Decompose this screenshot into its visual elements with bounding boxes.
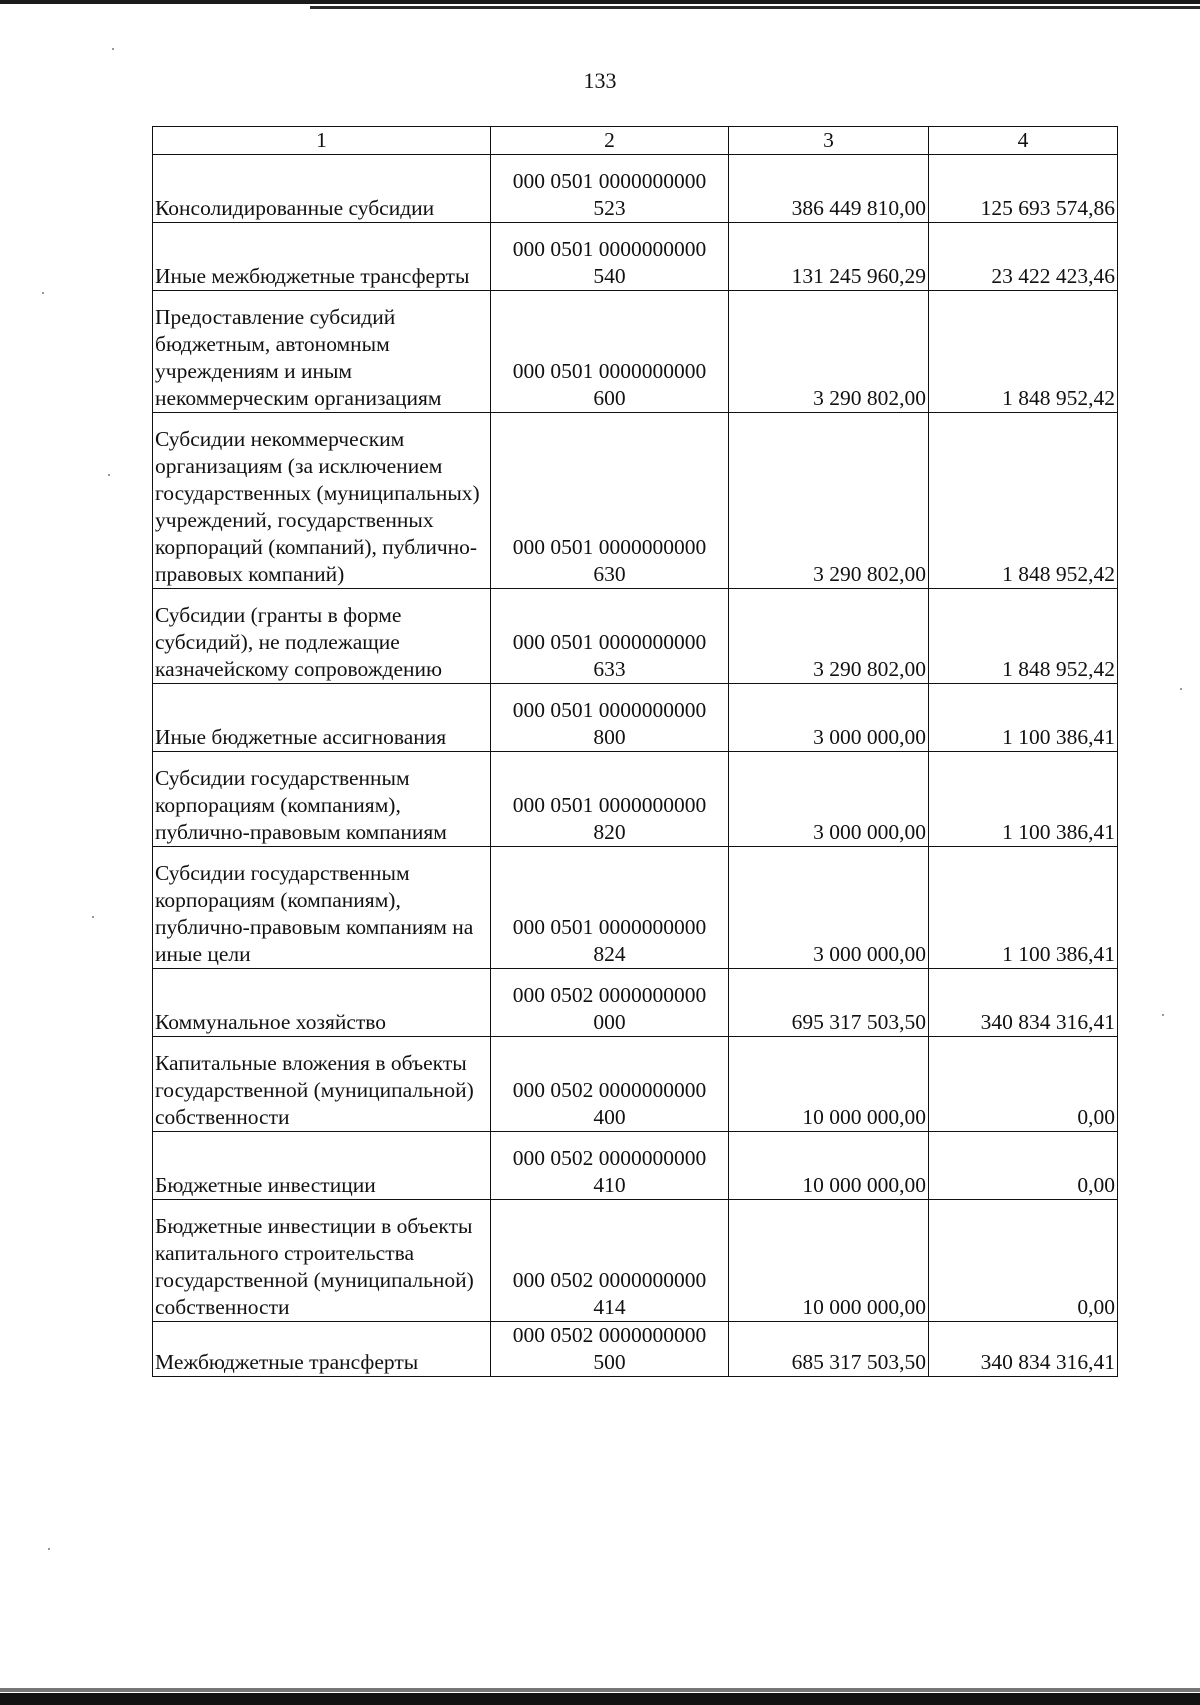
table-row	[153, 1037, 1118, 1132]
table-row	[153, 1322, 1118, 1377]
row-name: Субсидии некоммерческим организациям (за исключением государственных (муниципальных) учреждений, государственных корпораций (компаний), публично-правовых компаний)	[153, 413, 491, 589]
scan-speck	[1162, 1014, 1164, 1016]
row-col4-value: 1 848 952,42	[929, 413, 1118, 589]
table-row	[153, 291, 1118, 413]
row-col4-value: 1 100 386,41	[929, 847, 1118, 969]
row-name: Субсидии государственным корпорациям (компаниям), публично-правовым компаниям на иные цели	[153, 847, 491, 969]
row-col3-value: 10 000 000,00	[729, 1200, 929, 1322]
row-name: Субсидии государственным корпорациям (компаниям), публично-правовым компаниям	[153, 752, 491, 847]
table-row	[153, 155, 1118, 223]
row-name: Консолидированные субсидии	[153, 155, 491, 223]
row-code: 000 0502 0000000000 414	[491, 1200, 729, 1322]
row-col3-value: 3 000 000,00	[729, 847, 929, 969]
row-name: Предоставление субсидий бюджетным, автономным учреждениям и иным некоммерческим организациям	[153, 291, 491, 413]
row-code: 000 0501 0000000000 540	[491, 223, 729, 291]
row-name: Иные межбюджетные трансферты	[153, 223, 491, 291]
row-col4-value: 0,00	[929, 1132, 1118, 1200]
row-col4-value: 1 848 952,42	[929, 589, 1118, 684]
row-col3-value: 3 290 802,00	[729, 291, 929, 413]
header-cell-1: 1	[153, 127, 491, 155]
scan-speck	[92, 916, 94, 918]
row-col3-value: 386 449 810,00	[729, 155, 929, 223]
row-col4-value: 340 834 316,41	[929, 969, 1118, 1037]
header-cell-4: 4	[929, 127, 1118, 155]
row-col4-value: 23 422 423,46	[929, 223, 1118, 291]
row-code: 000 0501 0000000000 824	[491, 847, 729, 969]
table-row	[153, 752, 1118, 847]
page-number: 133	[583, 68, 617, 93]
row-name: Бюджетные инвестиции в объекты капитального строительства государственной (муниципальной) собственности	[153, 1200, 491, 1322]
scan-speck	[112, 48, 114, 50]
scan-speck	[42, 292, 44, 294]
scan-edge-top	[0, 0, 1200, 4]
budget-table	[152, 126, 1118, 1377]
header-cell-3: 3	[729, 127, 929, 155]
row-col4-value: 1 848 952,42	[929, 291, 1118, 413]
row-name: Субсидии (гранты в форме субсидий), не подлежащие казначейскому сопровождению	[153, 589, 491, 684]
scan-speck	[108, 474, 110, 476]
row-code: 000 0502 0000000000 400	[491, 1037, 729, 1132]
row-col3-value: 3 000 000,00	[729, 752, 929, 847]
row-code: 000 0501 0000000000 800	[491, 684, 729, 752]
row-col3-value: 3 290 802,00	[729, 589, 929, 684]
row-code: 000 0502 0000000000 000	[491, 969, 729, 1037]
row-col3-value: 10 000 000,00	[729, 1132, 929, 1200]
header-cell-2: 2	[491, 127, 729, 155]
row-code: 000 0501 0000000000 630	[491, 413, 729, 589]
scan-edge-bottom-fade	[0, 1688, 1200, 1692]
row-code: 000 0501 0000000000 523	[491, 155, 729, 223]
row-name: Бюджетные инвестиции	[153, 1132, 491, 1200]
row-code: 000 0502 0000000000 500	[491, 1322, 729, 1377]
table-row	[153, 684, 1118, 752]
row-name: Капитальные вложения в объекты государственной (муниципальной) собственности	[153, 1037, 491, 1132]
row-name: Межбюджетные трансферты	[153, 1322, 491, 1377]
table-row	[153, 1132, 1118, 1200]
table-row	[153, 1200, 1118, 1322]
table-row	[153, 223, 1118, 291]
row-col4-value: 0,00	[929, 1200, 1118, 1322]
row-code: 000 0502 0000000000 410	[491, 1132, 729, 1200]
row-code: 000 0501 0000000000 820	[491, 752, 729, 847]
row-col4-value: 1 100 386,41	[929, 684, 1118, 752]
row-col3-value: 3 000 000,00	[729, 684, 929, 752]
row-code: 000 0501 0000000000 600	[491, 291, 729, 413]
row-col3-value: 685 317 503,50	[729, 1322, 929, 1377]
row-name: Иные бюджетные ассигнования	[153, 684, 491, 752]
row-col3-value: 695 317 503,50	[729, 969, 929, 1037]
scan-speck	[48, 1548, 50, 1550]
row-col3-value: 10 000 000,00	[729, 1037, 929, 1132]
row-name: Коммунальное хозяйство	[153, 969, 491, 1037]
row-col3-value: 131 245 960,29	[729, 223, 929, 291]
row-col4-value: 340 834 316,41	[929, 1322, 1118, 1377]
table-row	[153, 969, 1118, 1037]
row-col3-value: 3 290 802,00	[729, 413, 929, 589]
scan-speck	[1180, 688, 1182, 690]
row-col4-value: 1 100 386,41	[929, 752, 1118, 847]
table-header-row	[153, 127, 1118, 155]
row-col4-value: 0,00	[929, 1037, 1118, 1132]
table-row	[153, 589, 1118, 684]
table-row	[153, 413, 1118, 589]
table-row	[153, 847, 1118, 969]
row-col4-value: 125 693 574,86	[929, 155, 1118, 223]
scan-edge-top-inner	[310, 6, 1200, 9]
scan-edge-bottom	[0, 1693, 1200, 1705]
row-code: 000 0501 0000000000 633	[491, 589, 729, 684]
